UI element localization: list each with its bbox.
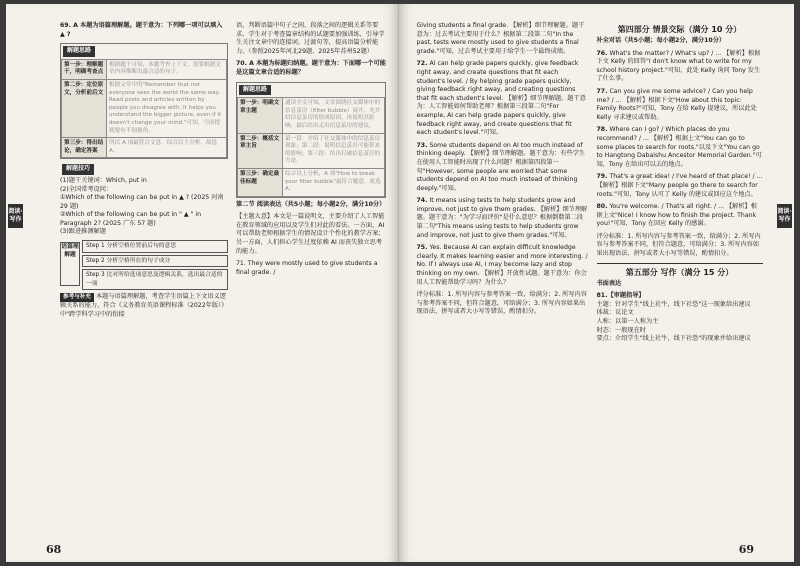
q70-analysis-box <box>236 82 386 198</box>
step-item: Step 3 比对所给选项意思及逻辑关系，选出最合适的一项 <box>82 269 228 290</box>
step-key: 第一步：明确文章主题 <box>238 98 283 133</box>
tips-line: ②Which of the following can be put in " ▲ " in Paragraph 2? (2025 广东 57 题) <box>60 211 202 227</box>
answer-item: 78. Where can I go? / Which places do you recommend? / ... 【解析】根据上文"You can go to some places to search for roots."以及下文"You can go to Hangtong Dabaishu Ancestor Memorial Garden."可知，Tony 在给出可以去的地点。 <box>596 126 762 168</box>
q81-line: 81.【审题指导】 <box>596 292 645 300</box>
book-spread <box>6 4 794 562</box>
answer-item: 75. Yes. Because AI can explain difficult knowledge clearly. It makes learning easier and more interesting. / No. If I always use AI, I may become lazy and stop thinking on my own. 【解析】开放性试题。题干意为：你会用人工智能帮助学习吗？为什么？ <box>416 244 588 286</box>
step-key: 第二步：定位原文，分析前后文 <box>62 79 107 137</box>
step-value: 第一段：介绍了社交媒体中的信息茧房现象；第二段：说明信息茧房可能带来的影响；第三段：给出打破信息茧房的方法。 <box>283 133 385 168</box>
scoring-criteria: 评分标准：1. 所写内容与参考答案一致，给满分；2. 所写内容与参考答案不同，但符合题意，可给满分；3. 所写内容如果出现语法、拼写或者大小写等错误，酌情扣分。 <box>416 291 587 316</box>
step-value: 根据题干可知，本题考查上下文，需要根据文章内容推断出最合适的句子。 <box>107 59 227 79</box>
section-4-subtitle: 补全对话（共5小题；每小题2分，满分10分） <box>596 37 726 44</box>
note-paragraph <box>60 293 228 319</box>
table-row <box>62 138 227 158</box>
tips-line: ①Which of the following can be put in ▲ ? (2025 河南 29 题) <box>60 194 224 210</box>
left-page <box>6 4 399 562</box>
step-item: Step 1 分析空格位置前后句的意思 <box>82 240 228 253</box>
right-column-2 <box>597 22 763 344</box>
side-tab-right: 阅读·写作 <box>777 204 792 228</box>
answer-item: 73. Some students depend on AI too much instead of thinking deeply. 【解析】细节理解题。题干意为：有些学生在使用人工智能时出现了什么问题？根据第四段第一句"However, some people are worried that some students depend on AI too much instead of thinking deeply."可知。 <box>416 141 586 192</box>
q81-line: 时态：一般现在时 <box>596 326 646 334</box>
step-key: 第三步：确定最佳标题 <box>238 168 283 196</box>
answer-item: 80. You're welcome. / That's all right. / ... 【解析】根据上文"Nice! I know how to finish the project. Thank you!"可知，Tony 在回应 Kelly 的感谢。 <box>596 203 757 228</box>
q81-line: 主题：针对学生"线上社牛，线下社恐"这一现象给出建议 <box>596 300 751 308</box>
answer-item: 77. Can you give me some advice? / Can you help me? / ... 【解析】根据下文"How about this topic: Family Roots?"可知，Tony 在给 Kelly 提建议，所以此处 Kelly 寻求建议或帮助。 <box>596 87 757 121</box>
tips-line: (3)跟进推测解题 <box>60 228 106 236</box>
answer-item: 72. AI can help grade papers quickly, give feedback right away, and create questions that fit each student's level. / By helping grade papers quickly, giving feedback right away, and creating questions that fit each student's level. 【解析】细节理解题。题干意为：人工智能如何帮助老师？根据第三段第二句"For example, AI can help grade papers quickly, give feedback right away, and create questions that fit each student's level."可知。 <box>416 60 586 137</box>
divider <box>597 263 763 264</box>
page-number-right: 69 <box>738 543 754 556</box>
note-tag: 参考与补充 <box>60 293 94 302</box>
q81-line: 体裁：议论文 <box>596 309 634 317</box>
question-71: 71. They were mostly used to give students a final grade. / <box>236 260 378 276</box>
note-text: 本题与语篇理解题，考查学生语篇上下文语义逻辑关系的能力，符合《义务教育英语课程标准（2022年版）》中"跨学科学习中的衔接 <box>60 293 228 319</box>
theme-summary: 【主题大意】本文是一篇说明文，主要介绍了人工智能在教育领域的应用以及学生们对此的看法。一方面，AI 可以帮助老师根据学生的情况设计个性化的教学方案；另一方面，人们担心学生过度依赖 AI 而丧失独立思考的能力。 <box>236 213 385 255</box>
table-row <box>62 79 227 137</box>
q69-analysis-box <box>60 43 228 159</box>
left-column-2 <box>236 22 386 281</box>
q70-analysis-table <box>237 97 385 197</box>
answer-item: 79. That's a great idea! / I've heard of that place! / ... 【解析】根据下文"Many people go there to search for roots."可知，Tony 认可了 Kelly 的建议或回应这个地点。 <box>596 173 763 198</box>
table-row <box>238 98 385 133</box>
tips-line: (2)全国常考设问： <box>60 185 113 193</box>
section-4-title: 第四部分 情景交际（满分 10 分） <box>617 25 742 34</box>
table-row <box>238 133 385 168</box>
table-row <box>62 59 227 79</box>
q69-box-title: 解题思路 <box>63 46 95 57</box>
answer-item: 76. What's the matter? / What's up? / ... 【解析】根据下文 Kelly 的回答"I don't know what to write for my school history project."可知，此处 Kelly 询问 Tony 发生了什么事。 <box>596 49 761 83</box>
step-value: 所以 A 项最符合文意。综合以上分析，故选 A。 <box>107 138 227 158</box>
step-item: Step 2 分析空格所在的句子成分 <box>82 255 228 268</box>
page-number-left: 68 <box>46 543 62 556</box>
question-69-head: 69. A 本题为语篇理解题。题干意为：下列哪一项可以填入 ▲ ? <box>60 22 223 38</box>
question-70-head: 70. A 本题为标题归纳题。题干意为：下面哪一个可能是这篇文章合适的标题？ <box>236 60 386 76</box>
q81-line: 人称：以第一人称为主 <box>596 318 659 326</box>
q70-box-title: 解题思路 <box>239 85 271 96</box>
step-value: 综合以上分析，A 项"How to break your filter bubble"最符合题意，故选 A。 <box>283 168 385 196</box>
right-column-1 <box>417 22 589 321</box>
table-row <box>238 168 385 196</box>
answer-item: 74. It means using tests to help students grow and improve, not just to give them grades. 【解析】细节理解题。题干意为："为学习而评价"是什么意思？根据倒数第二段第二句"This means using tests to help students grow and improve, not just to give them grades."可知。 <box>416 197 588 239</box>
steps-label: 语篇理解题 <box>60 242 80 286</box>
right-page <box>399 4 795 562</box>
section-5-title: 第五部分 写作（满分 15 分） <box>625 267 734 277</box>
step-key: 第三步：得出结论，确定答案 <box>62 138 107 158</box>
step-key: 第一步：理解题干，明确考查点 <box>62 59 107 79</box>
writing-head: 书面表达 <box>596 279 622 287</box>
answer-item: Giving students a final grade. 【解析】细节理解题。题干意为：过去考试主要用于什么？根据第二段第二句"In the past, tests were mostly used to give students a final grade."可知，过去考试主要用于给学生一个最终成绩。 <box>416 22 585 55</box>
step-key: 第二步：概括文章主旨 <box>238 133 283 168</box>
step-value: 通读全文可知，文章围绕社交媒体中的信息茧房（filter bubble）展开，先介绍信息茧房的形成原因，再说明其影响，最后给出走出信息茧房的建议。 <box>283 98 385 133</box>
side-tab-left: 阅读·写作 <box>8 204 23 228</box>
q81-line: 要点：介绍学生"线上社牛，线下社恐"的现象并给出建议 <box>596 335 751 343</box>
tips-line: (1)题干关键词：Which, put in <box>60 176 147 184</box>
left-column-1 <box>60 22 228 324</box>
q69-analysis-table <box>61 59 227 159</box>
tips-title: 解题技巧 <box>62 164 94 175</box>
scoring-criteria: 评分标准：1. 所写内容与参考答案一致，给满分；2. 所写内容与参考答案不同，但符合题意，可给满分；3. 所写内容如果出现语法、拼写或者大小写等错误，酌情扣分。 <box>596 232 761 258</box>
section-reading-expression: 第二节 阅读表达（共5小题；每小题2分，满分10分） <box>236 200 386 208</box>
q69-continued: 语，判断语篇中句子之间、段落之间的逻辑关系等要求。学生对于考查篇章结构的试题要加强训练，引导学生关注文章中的连接词、过渡句等，提高语篇分析能力。（参照2025年河北29题、2025年苏州52题） <box>236 22 385 55</box>
steps-block <box>60 240 228 290</box>
step-value: 根据文章中的"Remember that not everyone sees the world the same way. Read posts and articles written by people you disagree with. It helps you understand the bigger picture, even if it doesn't change your mind."可知，空前提到要有不同视角。 <box>107 79 227 137</box>
